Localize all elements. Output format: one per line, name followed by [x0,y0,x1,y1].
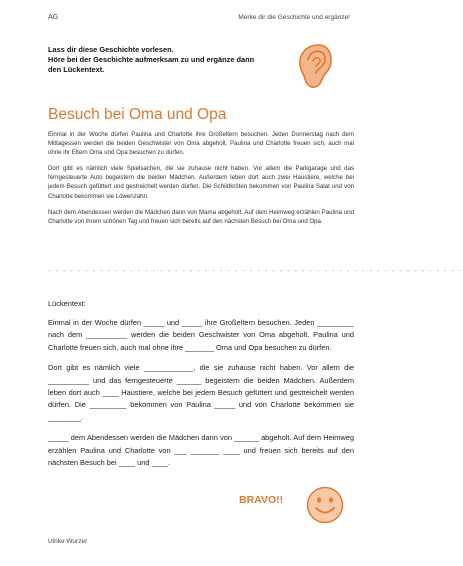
author-footer: Ulrike Wurzer [48,538,88,545]
instruction-line: Höre bei der Geschichte aufmerksam zu und ergänze dann [48,55,255,64]
story-title: Besuch bei Oma und Opa [48,106,227,123]
instruction-block [48,45,298,75]
instruction-line: den Lückentext. [48,65,105,74]
cloze-text [48,317,354,477]
cloze-paragraph: Dort gibt es nämlich viele ____________, die sie zuhause nicht haben. Vor allem die __________ und das ferngesteuerte ______ begeistern die beiden Mädchen. Außerdem leben dort auch ____ Haustiere, welche bei jedem Besuch gefüttert und gestreichelt werden dürfen. Die _________ bekommen von Paulina _____ und von Charlotte bekommen sie ________. [48,363,354,422]
header-right: Merke dir die Geschichte und ergänze! [238,14,350,21]
bravo-text: BRAVO!! [239,494,284,506]
header-left: AG [48,14,59,21]
instruction-line: Lass dir diese Geschichte vorlesen. [48,45,174,54]
story-paragraph: Nach dem Abendessen werden die Mädchen dann von Mama abgeholt. Auf dem Heimweg erzählen Paulina und Charlotte von ihrem schönen Tag und freuen sich bereits auf den nächsten Besuch bei Oma und Opa. [48,208,354,225]
smiley-icon [305,485,345,525]
story-paragraph: Dort gibt es nämlich viele Spielsachen, die sie zuhause nicht haben. Vor allem die Parkgarage und das ferngesteuerte Auto begeistern die beiden Mädchen. Außerdem leben dort auch zwei Haustiere, welche bei jedem Besuch gefüttert und gestreichelt werden dürfen. Die Schildkröten bekommen von Paulina Salat und von Charlotte bekommen sie Löwenzahn. [48,165,354,200]
cloze-label: Lückentext: [48,299,86,308]
story-paragraph: Einmal in der Woche dürfen Paulina und Charlotte ihre Großeltern besuchen. Jeden Donnerstag nach dem Mittagessen werden die beiden Geschwister von Oma abgeholt. Paulina und Charlotte freuen sich, auch mal ohne ihr Eltern Oma und Opa besuchen zu dürfen. [48,131,354,157]
cut-line-divider: - - - - - - - - - - - - - - - - - - - - - - - - - - - - - - - - - - - - - - - - - - - - - - - - - - - - - - - - [48,268,463,275]
ear-icon [292,42,338,90]
cloze-paragraph: Einmal in der Woche dürfen _____ und _____ ihre Großeltern besuchen. Jeden _________ nach dem __________ werden die beiden Geschwister von Oma abgeholt. Paulina und Charlotte freuen sich, auch mal ohne ihre _______ Oma und Opa besuchen zu dürfen. [48,318,354,352]
cloze-paragraph: _____ dem Abendessen werden die Mädchen dann von ______ abgeholt. Auf dem Heimweg erzählen Paulina und Charlotte von ___ _______ ____ und freuen sich bereits auf den nächsten Besuch bei ____ und ____. [48,433,354,468]
story-text [48,130,354,233]
